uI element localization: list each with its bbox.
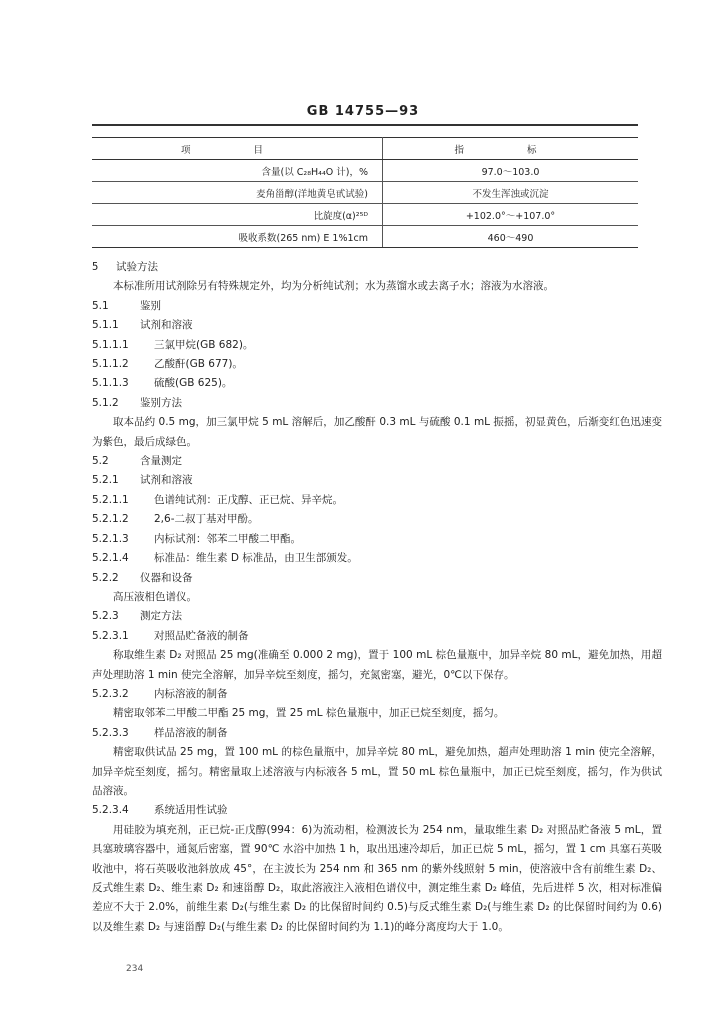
section-number: 5.1.2	[92, 396, 119, 409]
section-heading-5-1-1-3	[92, 374, 662, 393]
section-number: 5.2.2	[92, 571, 119, 584]
section-title: 样品溶液的制备	[154, 726, 228, 739]
section-heading-5-2-3	[92, 607, 662, 626]
section-number: 5	[92, 261, 99, 273]
section-number: 5.2.1.2	[92, 513, 129, 526]
section-number: 5.2	[92, 455, 109, 468]
table-row	[92, 182, 638, 204]
table-cell-value: 不发生浑浊或沉淀	[383, 182, 639, 204]
section-number: 5.1	[92, 299, 109, 312]
section-heading-5-1-2	[92, 394, 662, 413]
table-cell-value: +102.0°～+107.0°	[383, 204, 639, 226]
section-title: 乙酸酐(GB 677)。	[154, 358, 243, 371]
section-heading-5-2-2	[92, 569, 662, 588]
table-header-row	[92, 138, 638, 160]
section-title: 测定方法	[140, 610, 182, 623]
table-cell-item: 含量(以 C₂₈H₄₄O 计)，%	[92, 160, 383, 182]
section-heading-5-1	[92, 297, 662, 316]
section-5-2-3-2-text: 精密取邻苯二甲酸二甲酯 25 mg，置 25 mL 棕色量瓶中，加正已烷至刻度，摇匀。	[113, 707, 505, 720]
section-5-intro: 本标准所用试剂除另有特殊规定外，均为分析纯试剂；水为蒸馏水或去离子水；溶液为水溶液。	[113, 280, 554, 293]
section-heading-5-1-1-2	[92, 355, 662, 374]
section-heading-5-2-1-3	[92, 530, 662, 549]
table-header-index: 指 标	[383, 138, 639, 160]
table-cell-value: 97.0～103.0	[383, 160, 639, 182]
section-number: 5.2.3.2	[92, 687, 129, 700]
standard-code: GB 14755—93	[306, 104, 420, 119]
section-number: 5.2.1.1	[92, 493, 129, 506]
section-title: 鉴别方法	[140, 396, 182, 409]
section-number: 5.1.1	[92, 319, 119, 332]
section-title: 仪器和设备	[140, 571, 193, 584]
table-cell-item: 麦角甾醇(洋地黄皂甙试验)	[92, 182, 383, 204]
table-row	[92, 226, 638, 248]
section-title: 含量测定	[140, 455, 182, 468]
section-heading-5-1-1-1	[92, 336, 662, 355]
section-heading-5-2	[92, 452, 662, 471]
section-title: 试剂和溶液	[140, 474, 193, 487]
section-heading-5-2-3-4	[92, 801, 662, 820]
section-number: 5.2.3.1	[92, 629, 129, 642]
section-number: 5.2.3	[92, 610, 119, 623]
table-cell-item: 比旋度(α)²⁵ᴰ	[92, 204, 383, 226]
section-title: 2,6-二叔丁基对甲酚。	[154, 513, 259, 526]
section-5-2-2-text: 高压液相色谱仪。	[113, 590, 197, 603]
section-number: 5.1.1.2	[92, 358, 129, 371]
section-5-2-3-4-text: 用硅胶为填充剂，正已烷-正戊醇(994：6)为流动相，检测波长为 254 nm，量取维生素 D₂ 对照品贮备液 5 mL，置具塞玻璃容器中，通氮后密塞，置 90℃ 水浴中加热 1 h，取出迅速冷却后，加正已烷 5 mL，摇匀，置 1 cm 具塞石英吸收池中，将石英吸收池斜放成 45°，在主波长为 254 nm 和 365 nm 的紫外线照射 5 min，使溶液中含有前维生素 D₂、反式维生素 D₂、维生素 D₂ 和速甾醇 D₂，取此溶液注入液相色谱仪中，测定维生素 D₂ 峰值，先后进样 5 次，相对标准偏差应不大于 2.0%，前维生素 D₂(与维生素 D₂ 的比保留时间约 0.5)与反式维生素 D₂(与维生素 D₂ 的比保留时间约为 0.6)以及维生素 D₂ 与速甾醇 D₂(与维生素 D₂ 的比保留时间约为 1.1)的峰分离度均大于 1.0。	[92, 823, 662, 933]
header-rule	[92, 124, 638, 126]
section-heading-5	[92, 258, 662, 277]
section-number: 5.2.1	[92, 474, 119, 487]
section-number: 5.2.3.4	[92, 804, 129, 817]
section-title: 色谱纯试剂：正戊醇、正已烷、异辛烷。	[154, 493, 343, 506]
section-title: 鉴别	[140, 299, 161, 312]
table-cell-value: 460～490	[383, 226, 639, 248]
section-number: 5.2.1.4	[92, 552, 129, 565]
section-heading-5-2-1-2	[92, 510, 662, 529]
section-heading-5-2-1-4	[92, 549, 662, 568]
section-5-1-2-text: 取本品约 0.5 mg，加三氯甲烷 5 mL 溶解后，加乙酸酐 0.3 mL 与硫酸 0.1 mL 振摇，初显黄色，后渐变红色迅速变为紫色，最后成绿色。	[92, 416, 662, 448]
section-number: 5.1.1.3	[92, 377, 129, 390]
document-body	[92, 258, 662, 937]
section-title: 对照品贮备液的制备	[154, 629, 249, 642]
section-heading-5-2-3-3	[92, 724, 662, 743]
section-number: 5.1.1.1	[92, 338, 129, 351]
section-title: 三氯甲烷(GB 682)。	[154, 338, 254, 351]
section-title: 内标试剂：邻苯二甲酸二甲酯。	[154, 532, 301, 545]
specification-table	[92, 137, 638, 248]
table-row	[92, 204, 638, 226]
section-number: 5.2.3.3	[92, 726, 129, 739]
section-title: 标准品：维生素 D 标准品，由卫生部颁发。	[154, 552, 358, 565]
section-title: 系统适用性试验	[154, 804, 228, 817]
section-heading-5-2-1-1	[92, 491, 662, 510]
section-title: 硫酸(GB 625)。	[154, 377, 233, 390]
section-heading-5-1-1	[92, 316, 662, 335]
section-5-2-3-1-text: 称取维生素 D₂ 对照品 25 mg(准确至 0.000 2 mg)，置于 100 mL 棕色量瓶中，加异辛烷 80 mL，避免加热，用超声处理助溶 1 min 使完全溶解，加异辛烷至刻度，摇匀，充氮密塞，避光，0℃以下保存。	[92, 649, 662, 681]
section-title: 内标溶液的制备	[154, 687, 228, 700]
section-heading-5-2-3-1	[92, 627, 662, 646]
section-5-2-3-3-text: 精密取供试品 25 mg，置 100 mL 的棕色量瓶中，加异辛烷 80 mL，避免加热，超声处理助溶 1 min 使完全溶解，加异辛烷至刻度，摇匀。精密量取上述溶液与内标液各 5 mL，置 50 mL 棕色量瓶中，加正已烷至刻度，摇匀，作为供试品溶液。	[92, 746, 662, 797]
section-number: 5.2.1.3	[92, 532, 129, 545]
table-cell-item: 吸收系数(265 nm) E 1%1cm	[92, 226, 383, 248]
section-heading-5-2-1	[92, 471, 662, 490]
section-heading-5-2-3-2	[92, 685, 662, 704]
table-row	[92, 160, 638, 182]
table-header-item: 项 目	[92, 138, 383, 160]
section-title: 试剂和溶液	[140, 319, 193, 332]
section-title: 试验方法	[116, 261, 158, 273]
page-number: 234	[126, 964, 144, 974]
